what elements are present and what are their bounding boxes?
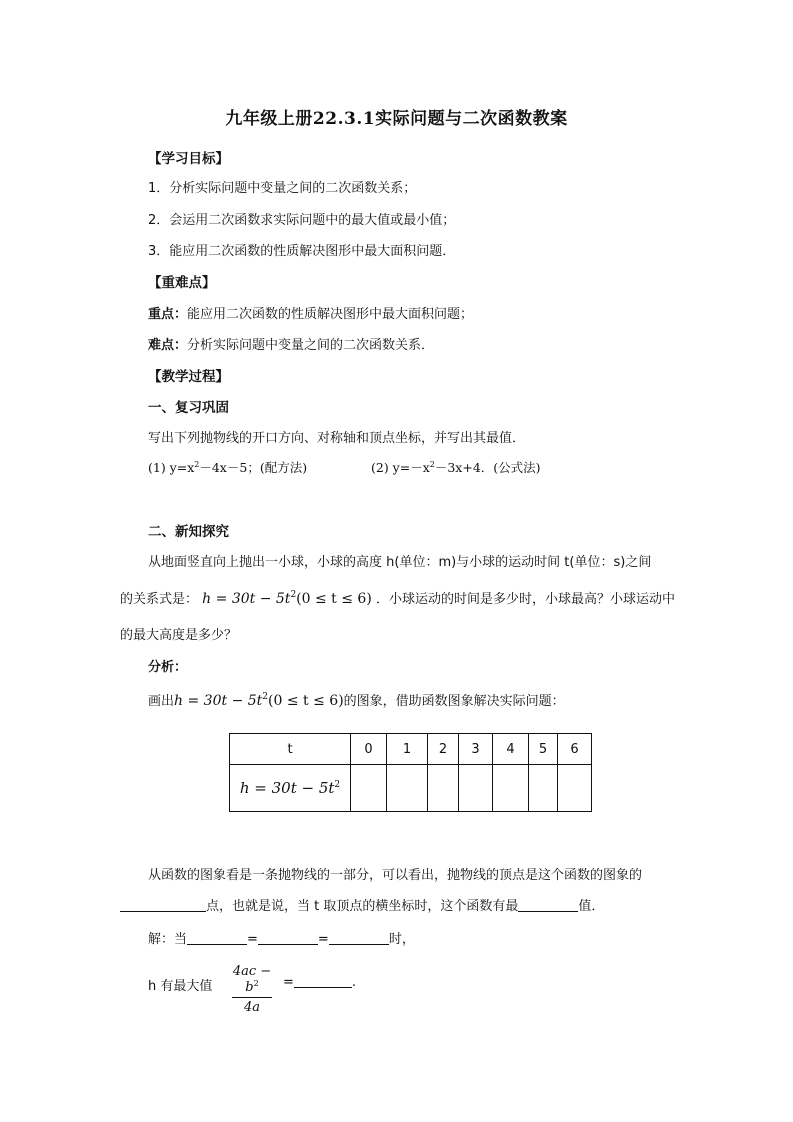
analysis-label: 分析： xyxy=(148,660,188,675)
conclusion-line-1: 从函数的图象看是一条抛物线的一部分，可以看出，抛物线的顶点是这个函数的图象的 xyxy=(148,868,643,883)
table-header-cell: 0 xyxy=(351,734,387,765)
explore-question: ．小球运动的时间是多少时，小球最高？小球运动中 xyxy=(375,592,675,607)
value-table xyxy=(229,733,592,812)
table-row xyxy=(230,734,592,765)
numerator-text: 4ac − b xyxy=(232,964,272,995)
formula-rhs: = 30t − 5t xyxy=(183,693,263,709)
difficulty-line xyxy=(148,334,434,353)
focus-label: 重点： xyxy=(148,307,188,322)
blank-field[interactable] xyxy=(120,899,206,912)
draw-text: 画出 xyxy=(148,694,175,709)
explore-heading: 二、新知探究 xyxy=(148,524,229,540)
table-row xyxy=(230,765,592,812)
row-label-exponent: 2 xyxy=(334,780,341,790)
explore-paragraph-3: 的最大高度是多少？ xyxy=(120,628,238,643)
table-header-cell: t xyxy=(230,734,351,765)
table-header-cell: 6 xyxy=(558,734,592,765)
key-points-heading: 【重难点】 xyxy=(148,275,216,291)
conclusion-text-end: 值． xyxy=(578,899,605,914)
table-cell[interactable] xyxy=(351,765,387,812)
fraction-numerator xyxy=(232,964,272,998)
table-cell[interactable] xyxy=(529,765,558,812)
period: . xyxy=(351,975,357,990)
max-value-fraction xyxy=(232,964,272,1015)
formula-exponent: 2 xyxy=(262,692,269,702)
goal-item: 1．分析实际问题中变量之间的二次函数关系； xyxy=(148,181,417,196)
exercise-1-exponent: 2 xyxy=(194,459,200,469)
formula-range: (0 ≤ t ≤ 6) xyxy=(268,693,344,709)
equals-sign: = xyxy=(247,932,258,947)
relation-label: 的关系式是： xyxy=(120,592,199,607)
max-value-label: h 有最大值 xyxy=(148,979,213,994)
solution-text: 解：当 xyxy=(148,932,188,947)
blank-field[interactable] xyxy=(258,932,318,945)
table-cell[interactable] xyxy=(459,765,493,812)
table-header-cell: 4 xyxy=(493,734,529,765)
table-header-cell: 2 xyxy=(428,734,459,765)
process-heading: 【教学过程】 xyxy=(148,369,229,385)
table-cell[interactable] xyxy=(493,765,529,812)
exercise-2-text: (2) y=－x xyxy=(371,460,430,475)
row-label-text: h = 30t − 5t xyxy=(239,779,335,797)
height-formula xyxy=(202,591,372,607)
table-header-cell: 3 xyxy=(459,734,493,765)
exercise-2 xyxy=(371,458,541,476)
table-row-label xyxy=(230,765,351,812)
blank-field[interactable] xyxy=(518,899,578,912)
table-header-cell: 1 xyxy=(387,734,428,765)
blank-field[interactable] xyxy=(187,932,247,945)
formula-exponent: 2 xyxy=(290,590,297,600)
numerator-exponent: 2 xyxy=(253,979,259,988)
goal-item: 3．能应用二次函数的性质解决图形中最大面积问题． xyxy=(148,244,456,259)
exercise-1-text: (1) y=x xyxy=(148,460,195,475)
table-header-cell: 5 xyxy=(529,734,558,765)
explore-paragraph-2 xyxy=(120,588,675,607)
equals-sign: = xyxy=(283,975,294,990)
exercise-2-exponent: 2 xyxy=(429,459,435,469)
goal-item: 2．会运用二次函数求实际问题中的最大值或最小值； xyxy=(148,213,456,228)
solution-text-end: 时， xyxy=(388,932,415,947)
review-heading: 一、复习巩固 xyxy=(148,400,229,416)
solution-line xyxy=(148,928,415,947)
max-value-answer xyxy=(283,975,356,990)
formula-rhs: = 30t − 5t xyxy=(211,591,291,607)
conclusion-text: 点，也就是说，当 t 取顶点的横坐标时，这个函数有最 xyxy=(206,899,519,914)
formula-lhs: h xyxy=(174,693,184,709)
draw-text-end: 的图象，借助函数图象解决实际问题： xyxy=(343,694,565,709)
exercise-1 xyxy=(148,458,307,476)
explore-paragraph-1: 从地面竖直向上抛出一小球，小球的高度 h(单位：m)与小球的运动时间 t(单位：s)之间 xyxy=(148,555,652,570)
table-cell[interactable] xyxy=(558,765,592,812)
difficulty-label: 难点： xyxy=(148,338,188,353)
fraction-denominator: 4a xyxy=(243,1000,261,1015)
review-prompt: 写出下列抛物线的开口方向、对称轴和顶点坐标，并写出其最值． xyxy=(148,431,526,446)
formula-lhs: h xyxy=(202,591,212,607)
focus-line xyxy=(148,303,473,322)
blank-field[interactable] xyxy=(294,975,352,988)
draw-formula xyxy=(174,693,344,709)
formula-range: (0 ≤ t ≤ 6) xyxy=(296,591,372,607)
difficulty-text: 分析实际问题中变量之间的二次函数关系． xyxy=(187,338,435,353)
page-title: 九年级上册22.3.1实际问题与二次函数教案 xyxy=(225,109,568,129)
exercise-2-text-end: －3x+4．(公式法) xyxy=(434,460,541,475)
draw-instruction xyxy=(148,690,565,709)
table-cell[interactable] xyxy=(387,765,428,812)
equals-sign: = xyxy=(317,932,329,947)
goals-heading: 【学习目标】 xyxy=(148,151,229,167)
conclusion-line-2 xyxy=(120,895,604,914)
table-cell[interactable] xyxy=(428,765,459,812)
focus-text: 能应用二次函数的性质解决图形中最大面积问题； xyxy=(187,307,474,322)
blank-field[interactable] xyxy=(329,932,389,945)
exercise-1-text-end: －4x－5；(配方法) xyxy=(199,460,308,475)
